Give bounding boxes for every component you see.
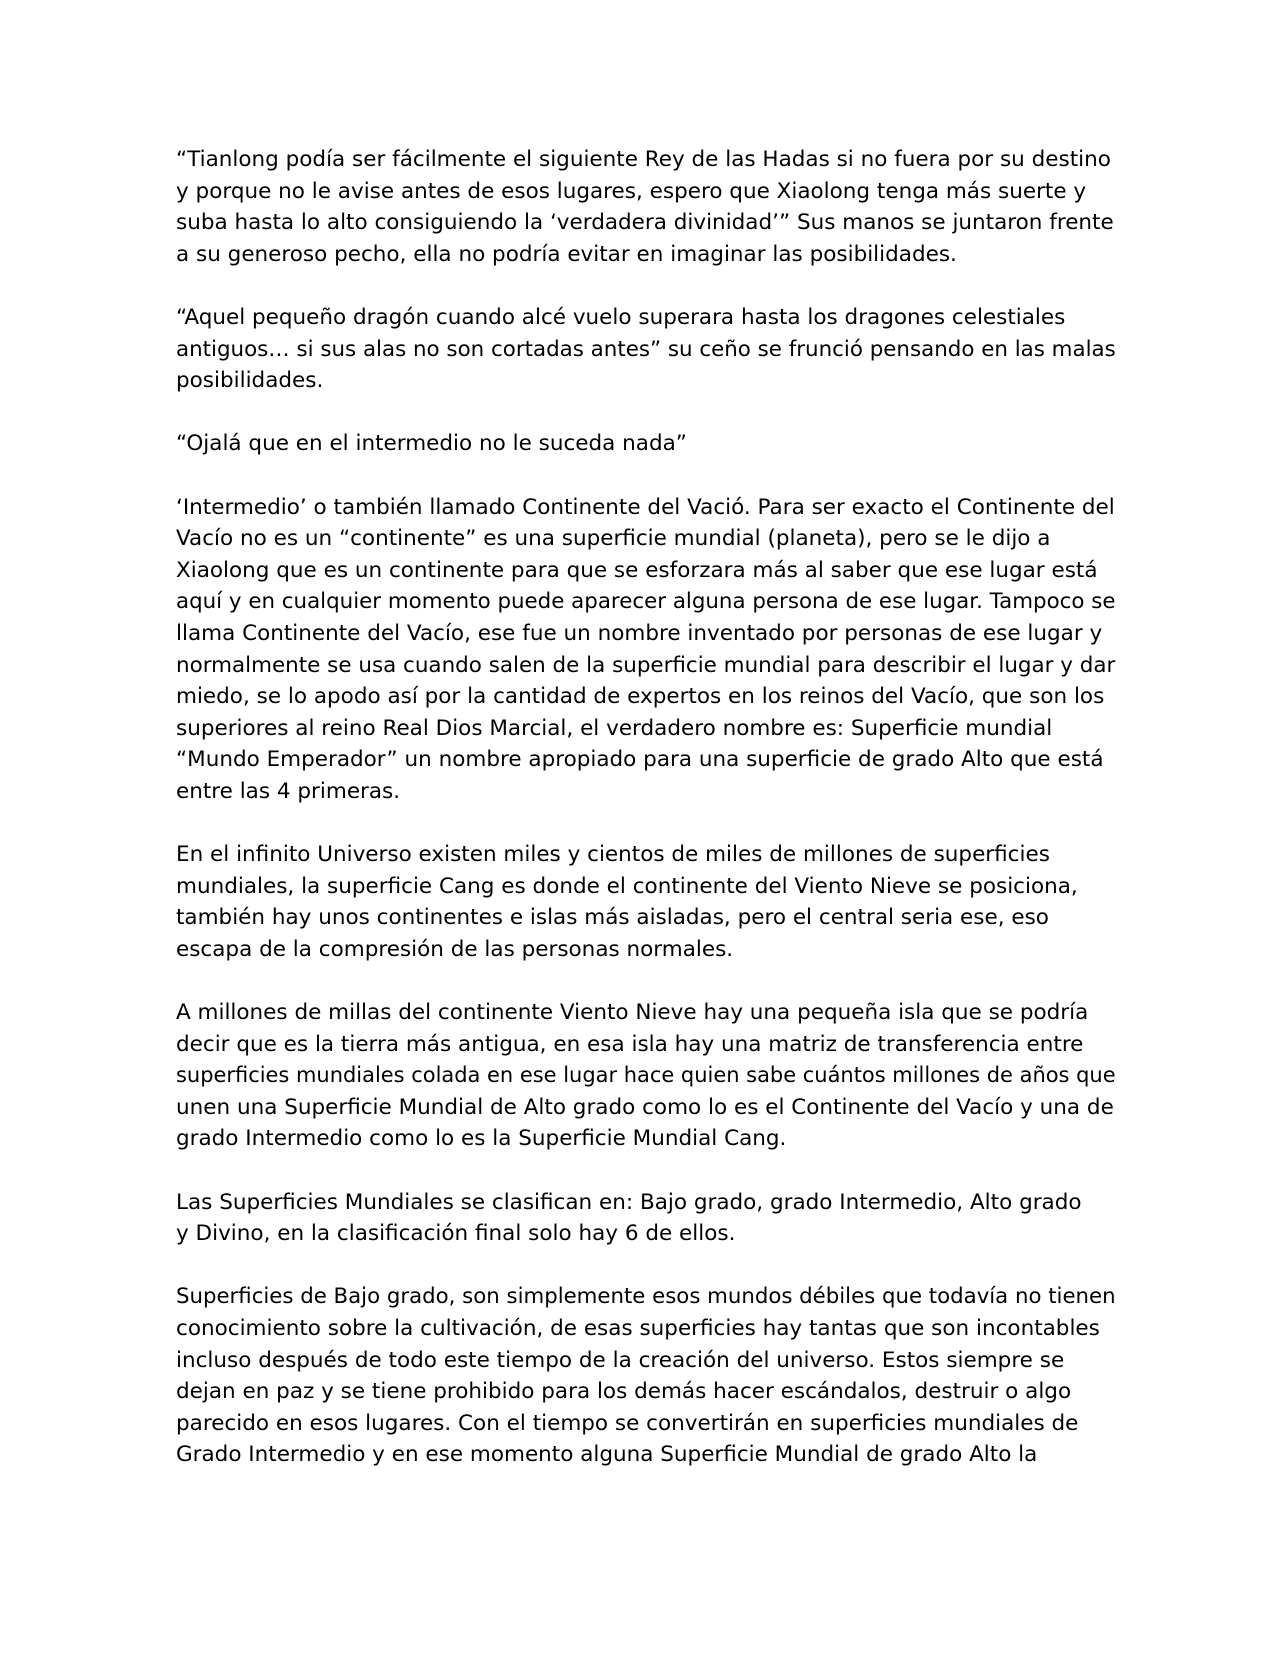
- text-line: incluso después de todo este tiempo de la creación del universo. Estos siempre se: [176, 1347, 1065, 1373]
- text-line: entre las 4 primeras.: [176, 778, 401, 804]
- text-line: llama Continente del Vacío, ese fue un nombre inventado por personas de ese lugar y: [176, 620, 1103, 646]
- text-line: A millones de millas del continente Viento Nieve hay una pequeña isla que se podría: [176, 1000, 1089, 1026]
- text-line: normalmente se usa cuando salen de la superficie mundial para describir el lugar y dar: [176, 652, 1116, 678]
- text-line: Vacío no es un “continente” es una superficie mundial (planeta), pero se le dijo a: [176, 526, 1051, 552]
- text-line: grado Intermedio como lo es la Superficie Mundial Cang.: [176, 1126, 787, 1152]
- text-line: miedo, se lo apodo así por la cantidad de expertos en los reinos del Vacío, que son los: [176, 684, 1105, 710]
- text-line: parecido en esos lugares. Con el tiempo se convertirán en superficies mundiales de: [176, 1410, 1079, 1436]
- paragraph: [176, 997, 1116, 1155]
- text-line: mundiales, la superficie Cang es donde el continente del Viento Nieve se posiciona,: [176, 873, 1078, 899]
- paragraph: [176, 144, 1116, 270]
- text-line: conocimiento sobre la cultivación, de esas superficies hay tantas que son incontables: [176, 1315, 1100, 1341]
- text-line: “Mundo Emperador” un nombre apropiado para una superficie de grado Alto que está: [176, 747, 1104, 773]
- paragraph: [176, 428, 1116, 460]
- text-line: “Tianlong podía ser fácilmente el siguiente Rey de las Hadas si no fuera por su destino: [176, 147, 1111, 172]
- text-line: Xiaolong que es un continente para que se esforzara más al saber que ese lugar está: [176, 557, 1098, 583]
- text-line: superficies mundiales colada en ese lugar hace quien sabe cuántos millones de años que: [176, 1063, 1116, 1088]
- text-line: y Divino, en la clasificación final solo hay 6 de ellos.: [176, 1221, 736, 1247]
- text-line: “Ojalá que en el intermedio no le suceda nada”: [176, 431, 687, 457]
- text-line: a su generoso pecho, ella no podría evitar en imaginar las posibilidades.: [176, 241, 957, 267]
- text-line: suba hasta lo alto consiguiendo la ‘verdadera divinidad’” Sus manos se juntaron frente: [176, 210, 1114, 236]
- text-line: antiguos… si sus alas no son cortadas antes” su ceño se frunció pensando en las malas: [176, 336, 1116, 362]
- text-line: En el infinito Universo existen miles y cientos de miles de millones de superficies: [176, 842, 1050, 868]
- text-line: Las Superficies Mundiales se clasifican en: Bajo grado, grado Intermedio, Alto grado: [176, 1189, 1082, 1215]
- text-line: Grado Intermedio y en ese momento alguna Superficie Mundial de grado Alto la: [176, 1442, 1038, 1468]
- paragraph: [176, 492, 1116, 808]
- document-body: [176, 144, 1116, 1503]
- paragraph: [176, 1281, 1116, 1471]
- text-line: y porque no le avise antes de esos lugares, espero que Xiaolong tenga más suerte y: [176, 178, 1087, 204]
- text-line: escapa de la compresión de las personas normales.: [176, 936, 734, 962]
- text-line: superiores al reino Real Dios Marcial, el verdadero nombre es: Superficie mundial: [176, 715, 1053, 741]
- text-line: posibilidades.: [176, 368, 324, 394]
- text-line: también hay unos continentes e islas más aisladas, pero el central seria ese, eso: [176, 905, 1049, 931]
- text-line: dejan en paz y se tiene prohibido para los demás hacer escándalos, destruir o algo: [176, 1379, 1072, 1405]
- text-line: unen una Superficie Mundial de Alto grado como lo es el Continente del Vacío y una de: [176, 1094, 1114, 1120]
- paragraph: [176, 1187, 1116, 1250]
- text-line: ‘Intermedio’ o también llamado Continente del Vació. Para ser exacto el Continente del: [176, 494, 1115, 520]
- paragraph: [176, 302, 1116, 397]
- text-line: decir que es la tierra más antigua, en esa isla hay una matriz de transferencia entre: [176, 1031, 1084, 1057]
- text-line: “Aquel pequeño dragón cuando alcé vuelo superara hasta los dragones celestiales: [176, 304, 1066, 330]
- text-line: Superficies de Bajo grado, son simplemente esos mundos débiles que todavía no tienen: [176, 1284, 1116, 1310]
- paragraph: [176, 839, 1116, 965]
- text-line: aquí y en cualquier momento puede aparecer alguna persona de ese lugar. Tampoco se: [176, 589, 1116, 615]
